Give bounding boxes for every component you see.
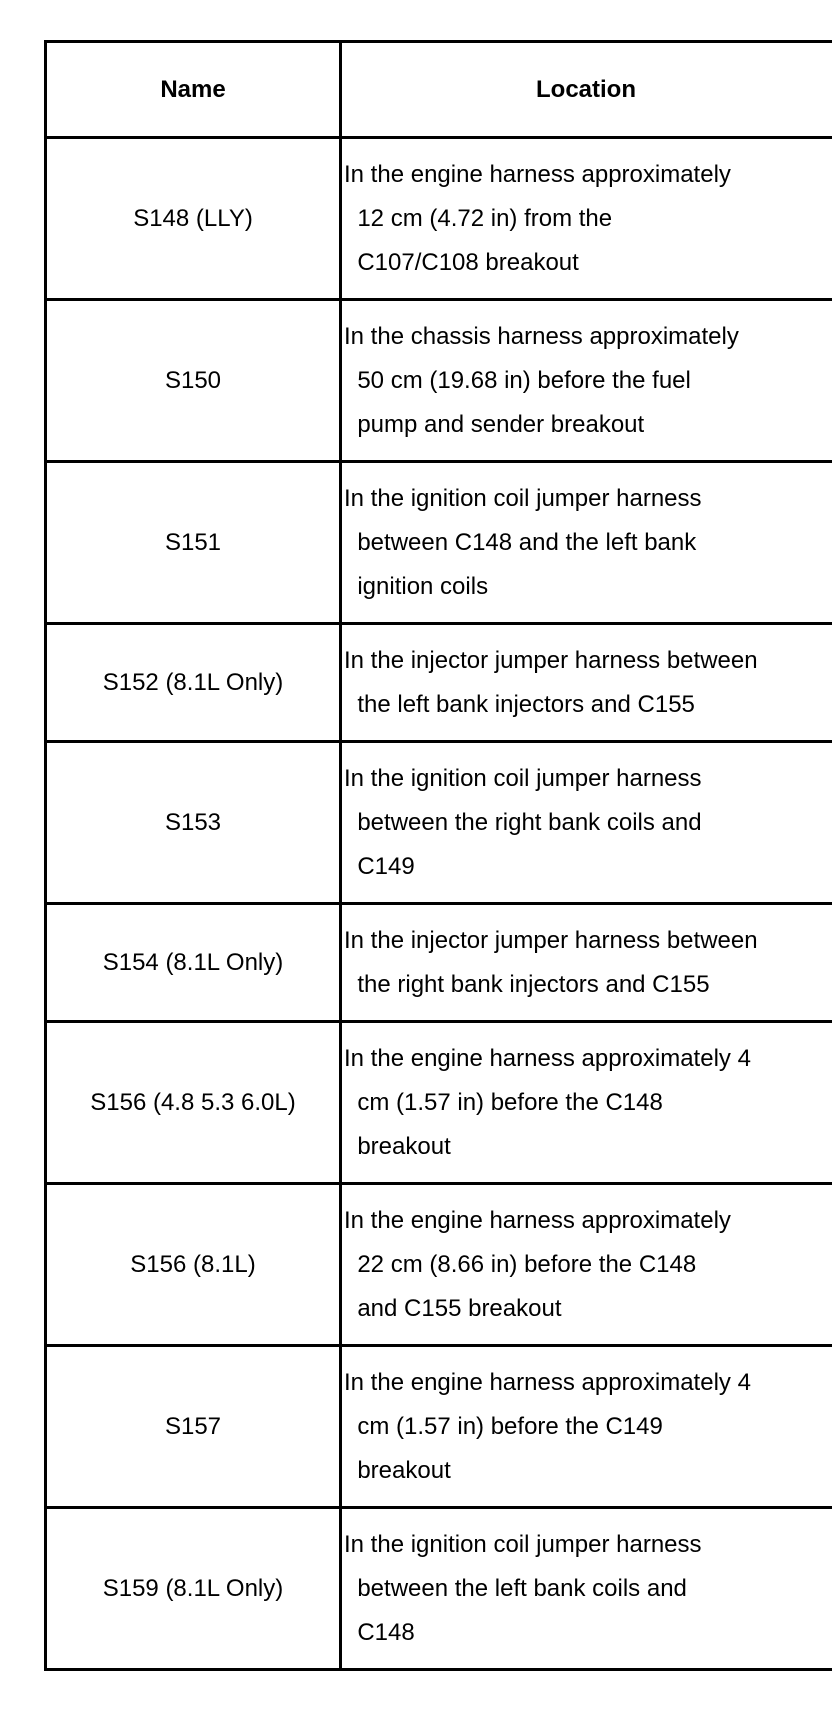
splice-location-text: In the engine harness approximately 4 cm (1.57 in) before the C148 breakout (344, 1044, 751, 1160)
splice-name: S156 (8.1L) (47, 1185, 342, 1344)
table-row (47, 301, 832, 463)
table-row (47, 1023, 832, 1185)
splice-location-text: In the engine harness approximately 4 cm (1.57 in) before the C149 breakout (344, 1368, 751, 1484)
splice-location-text: In the ignition coil jumper harness between the right bank coils and C149 (344, 764, 702, 880)
splice-name: S151 (47, 463, 342, 622)
splice-location (342, 905, 832, 1020)
splice-location (342, 139, 832, 298)
header-location: Location (536, 75, 636, 103)
splice-location-text: In the ignition coil jumper harness between the left bank coils and C148 (344, 1530, 702, 1646)
splice-location (342, 743, 832, 902)
header-name: Name (47, 43, 342, 136)
table-row (47, 463, 832, 625)
table-row (47, 743, 832, 905)
table-header-row (47, 43, 832, 139)
splice-name: S153 (47, 743, 342, 902)
splice-name: S159 (8.1L Only) (47, 1509, 342, 1668)
splice-name: S150 (47, 301, 342, 460)
splice-location (342, 301, 832, 460)
table-row (47, 139, 832, 301)
splice-name: S157 (47, 1347, 342, 1506)
splice-name: S148 (LLY) (47, 139, 342, 298)
splice-name: S152 (8.1L Only) (47, 625, 342, 740)
table-row (47, 1347, 832, 1509)
table-row (47, 1185, 832, 1347)
splice-location (342, 1347, 832, 1506)
splice-location (342, 1509, 832, 1668)
table-row (47, 1509, 832, 1671)
splice-location (342, 1185, 832, 1344)
splice-location-text: In the engine harness approximately 12 cm (4.72 in) from the C107/C108 breakout (344, 160, 731, 276)
splice-location-text: In the ignition coil jumper harness between C148 and the left bank ignition coils (344, 484, 702, 600)
table-row (47, 905, 832, 1023)
splice-location (342, 625, 832, 740)
splice-location-text: In the injector jumper harness between the right bank injectors and C155 (344, 926, 758, 998)
splice-location (342, 1023, 832, 1182)
table-row (47, 625, 832, 743)
splice-location-table (44, 40, 832, 1671)
splice-location (342, 463, 832, 622)
splice-location-text: In the injector jumper harness between the left bank injectors and C155 (344, 646, 758, 718)
splice-name: S156 (4.8 5.3 6.0L) (47, 1023, 342, 1182)
splice-location-text: In the chassis harness approximately 50 cm (19.68 in) before the fuel pump and sender breakout (344, 322, 739, 438)
splice-name: S154 (8.1L Only) (47, 905, 342, 1020)
splice-location-text: In the engine harness approximately 22 cm (8.66 in) before the C148 and C155 breakout (344, 1206, 731, 1322)
